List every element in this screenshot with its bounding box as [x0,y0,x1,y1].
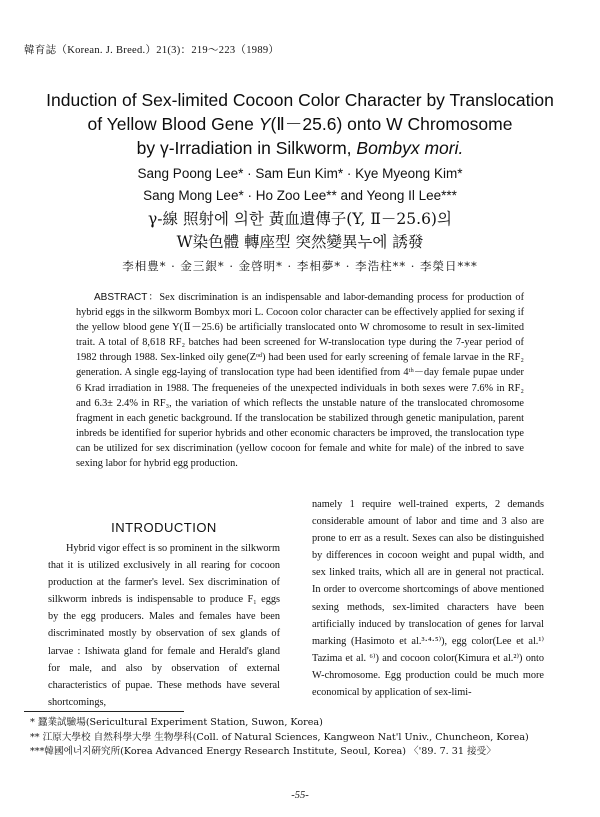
footnote-divider [24,711,184,712]
korean-title [20,208,580,254]
title-line-2 [20,112,580,136]
introduction-right-column: namely 1 require well-trained experts, 2 demands considerable amount of labor and time and 3 also are prone to err as a result. Sexes can also be distinguished by differences in cocoon weight and pupal width, and sex linked traits, which all are in general not practical. In order to overcome shortcomings of above mentioned sexing methods, sex-limited characters have been artificially induced by translocation of genes for larval marking (Hasimoto et al.³·⁴·⁵⁾), egg color(Lee et al.¹⁾ Tazima et al. ⁶⁾) and cocoon color(Kimura et al.²⁾) onto W-chromosome. Egg production could be much more economical by application of sex-limi- [312,499,544,699]
introduction-heading: INTRODUCTION [111,520,217,535]
title-line-2-pre: of Yellow Blood Gene [87,114,259,134]
abstract-text: Sex discrimination is an indispensable and labor-demanding process for production of hybrid eggs in the silkworm Bombyx mori L. Cocoon color character can be effectively applied for sexing if the yellow blood gene Y(Ⅱ－25.6) be artificially translocated onto W chromosome to result in sex-limited trait. A total of 8,618 RF₂ batches had been screened for W-translocation type during the 7-year period of 1982 through 1988. Sex-linked oily gene(Zᵒᵈ) had been used for early screening of female larvae in the RF₂ generation. A single egg-laying of translocation type had been identified from 4ᵗʰ－day female pupae under 6 Krad irradiation in 1988. The frequeneies of the unexpected individuals in both sexes were 7.6% in RF₂ and 6.3± 2.4% in RF₃, the variation of which reflects the unstable nature of the translocated chromosome fragment in each genetic background. If the translocation be stabilized through genetic manipulation, parent inbreds be identified for superior hybrids and other economic characters be improved, the translocation type can be utilized for sex discrimination (yellow cocoon for female and white for male) of the inbred to save sexing labor for hybrid egg production. [76,292,524,470]
title-line-3 [20,136,580,160]
abstract [76,290,524,471]
title-line-2-post: (Ⅱ－25.6) onto W Chromosome [270,114,513,134]
korean-title-line-1: γ-線 照射에 의한 黃血遺傳子(Y, Ⅱ－25.6)의 [148,210,452,228]
author-list [20,163,580,207]
footnote-3: ***韓國에너지硏究所(Korea Advanced Energy Research Institute, Seoul, Korea) 〈'89. 7. 31 接受〉 [30,746,496,757]
authors-line-1: Sang Poong Lee* · Sam Eun Kim* · Kye Myeong Kim* [137,166,463,181]
title-gene-symbol: Y [258,114,271,134]
title-line-1: Induction of Sex-limited Cocoon Color Character by Translocation [46,90,554,110]
paper-title [20,88,580,160]
footnote-2: ** 江原大學校 自然科學大學 生物學科(Coll. of Natural Sciences, Kangweon Nat'l Univ., Chuncheon, Korea) [30,731,529,743]
introduction-left-column: Hybrid vigor effect is so prominent in the silkworm that it is utilized exclusively in all rearing for cocoon production at the farmer's level. Sex discrimination of silkworm inbreds is indispensable to produce F₁ eggs by the egg producers. Males and females have been discriminated mostly by observation of sex glands of larvae : Ishiwata gland for female and Herald's gland for male, and also by observation of external characteristics of pupae. These methods have several shortcomings, [48,543,280,708]
korean-title-line-2: W染色體 轉座型 突然變異누에 誘發 [176,233,424,251]
title-line-3-pre: by γ-Irradiation in Silkworm, [136,138,357,158]
footnotes [30,716,590,760]
footnote-1: * 蠶業試驗場(Sericultural Experiment Station, Suwon, Korea) [30,717,323,728]
authors-line-2: Sang Mong Lee* · Ho Zoo Lee** and Yeong Il Lee*** [143,188,457,203]
korean-author-list: 李相豊* · 金三銀* · 金啓明* · 李相夢* · 李浩柱** · 李榮日*** [122,259,478,273]
abstract-label: ABSTRACT： [94,292,160,303]
page-number: -55- [291,790,309,801]
journal-citation: 韓育誌（Korean. J. Breed.）21(3)：219～223（1989） [24,45,280,56]
title-species: Bombyx mori. [356,138,464,158]
